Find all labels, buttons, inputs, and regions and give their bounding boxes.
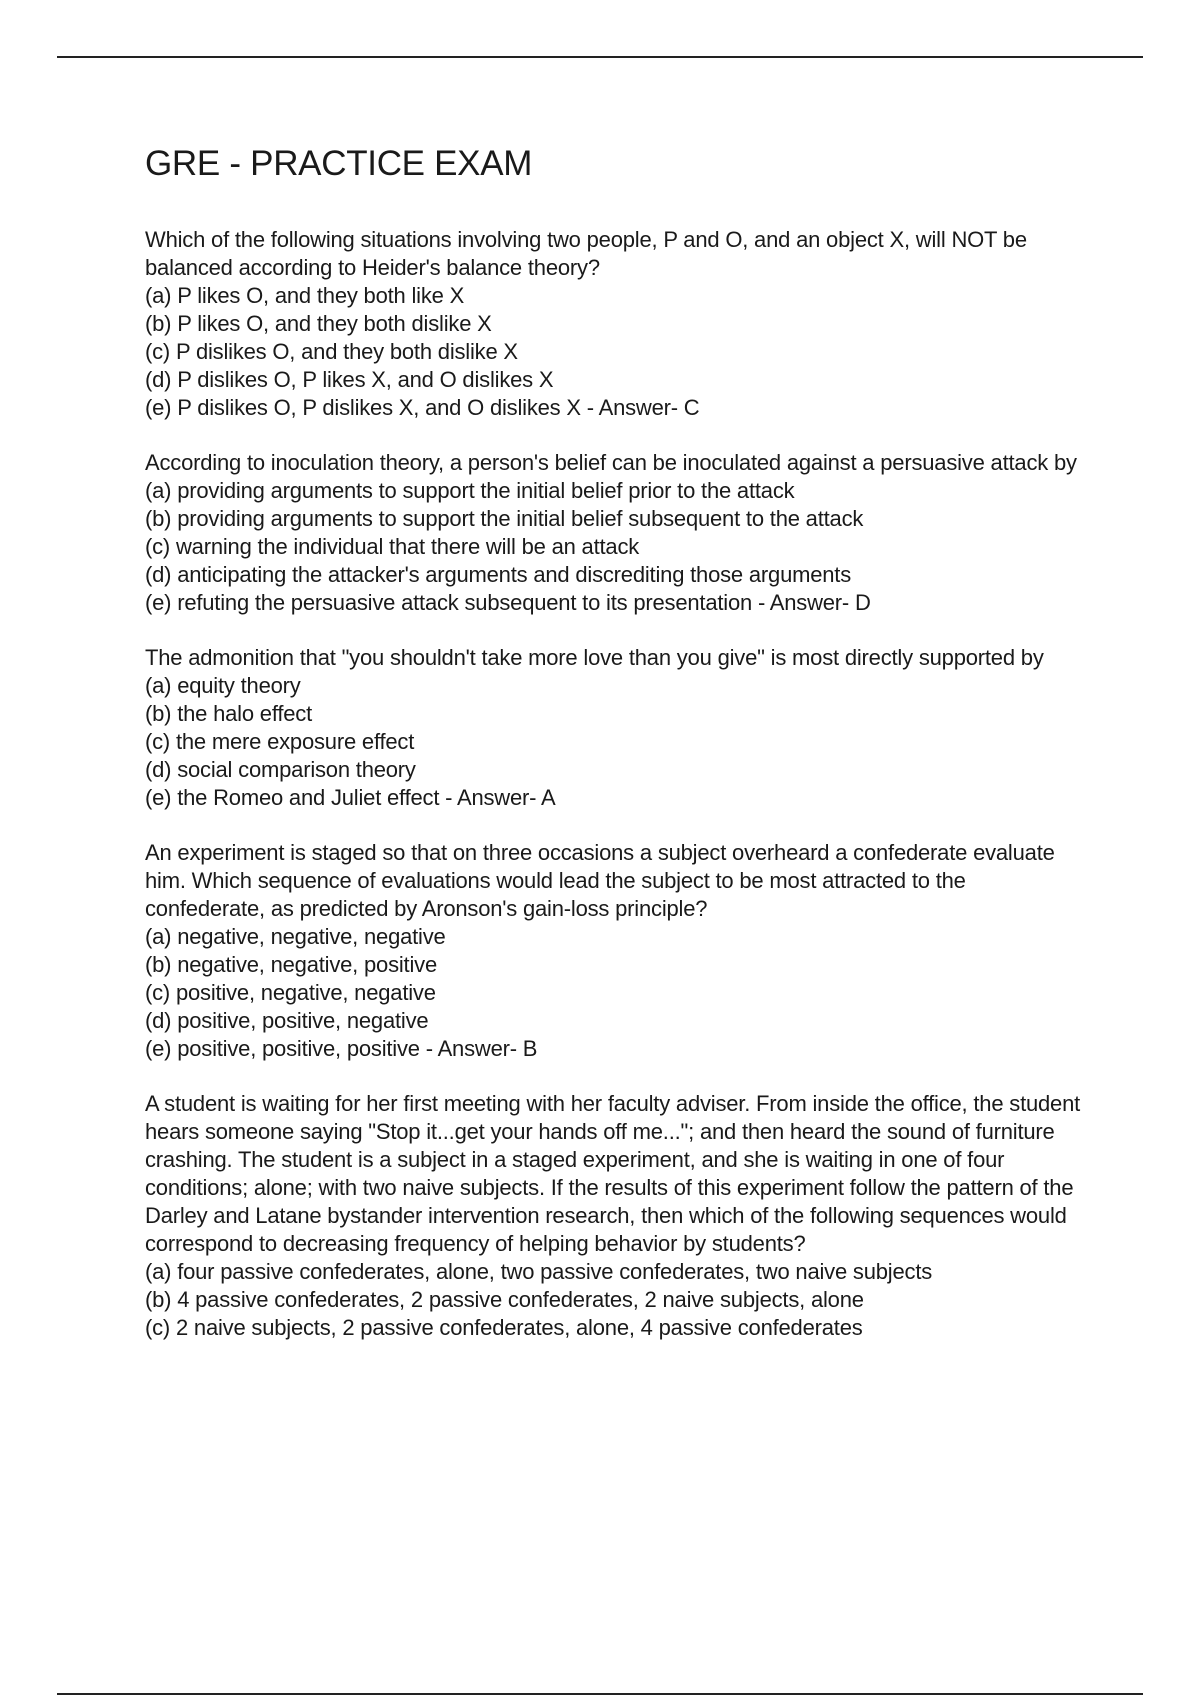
question-3 (145, 644, 1085, 812)
answer-option: (e) the Romeo and Juliet effect - Answer- A (145, 785, 556, 810)
question-5 (145, 1090, 1085, 1342)
answer-option: (e) refuting the persuasive attack subsequent to its presentation - Answer- D (145, 590, 871, 615)
answer-option: (b) providing arguments to support the initial belief subsequent to the attack (145, 506, 864, 531)
question-stem: According to inoculation theory, a person's belief can be inoculated against a persuasive attack by (145, 450, 1077, 475)
answer-option: (b) 4 passive confederates, 2 passive confederates, 2 naive subjects, alone (145, 1287, 864, 1312)
answer-option: (d) P dislikes O, P likes X, and O dislikes X (145, 367, 554, 392)
answer-option: (a) P likes O, and they both like X (145, 283, 465, 308)
question-stem: A student is waiting for her first meeting with her faculty adviser. From inside the office, the student hears someone saying "Stop it...get your hands off me..."; and then heard the sound of furniture crashing. The student is a subject in a staged experiment, and she is waiting in one of four conditions; alone; with two naive subjects. If the results of this experiment follow the pattern of the Darley and Latane bystander intervention research, then which of the following sequences would correspond to decreasing frequency of helping behavior by students? (145, 1091, 1081, 1256)
answer-option: (d) anticipating the attacker's arguments and discrediting those arguments (145, 562, 852, 587)
question-stem: The admonition that "you shouldn't take more love than you give" is most directly supported by (145, 645, 1044, 670)
answer-option: (a) four passive confederates, alone, two passive confederates, two naive subjects (145, 1259, 933, 1284)
question-stem: An experiment is staged so that on three occasions a subject overheard a confederate evaluate him. Which sequence of evaluations would lead the subject to be most attracted to the confederate, as predicted by Aronson's gain-loss principle? (145, 840, 1055, 921)
answer-option: (c) 2 naive subjects, 2 passive confederates, alone, 4 passive confederates (145, 1315, 863, 1340)
document-body (145, 142, 1085, 1369)
answer-option: (e) P dislikes O, P dislikes X, and O dislikes X - Answer- C (145, 395, 700, 420)
page-title: GRE - PRACTICE EXAM (145, 144, 533, 183)
answer-option: (e) positive, positive, positive - Answer- B (145, 1036, 538, 1061)
question-4 (145, 839, 1085, 1063)
question-2 (145, 449, 1085, 617)
answer-option: (a) providing arguments to support the initial belief prior to the attack (145, 478, 795, 503)
answer-option: (a) equity theory (145, 673, 301, 698)
answer-option: (c) the mere exposure effect (145, 729, 415, 754)
footer-rule (57, 1693, 1143, 1695)
answer-option: (c) positive, negative, negative (145, 980, 436, 1005)
answer-option: (c) warning the individual that there will be an attack (145, 534, 640, 559)
answer-option: (d) social comparison theory (145, 757, 416, 782)
answer-option: (a) negative, negative, negative (145, 924, 446, 949)
answer-option: (b) the halo effect (145, 701, 313, 726)
answer-option: (b) negative, negative, positive (145, 952, 437, 977)
answer-option: (b) P likes O, and they both dislike X (145, 311, 492, 336)
answer-option: (d) positive, positive, negative (145, 1008, 429, 1033)
question-stem: Which of the following situations involving two people, P and O, and an object X, will NOT be balanced according to Heider's balance theory? (145, 227, 1027, 280)
question-1 (145, 226, 1085, 422)
header-rule (57, 56, 1143, 58)
answer-option: (c) P dislikes O, and they both dislike X (145, 339, 518, 364)
